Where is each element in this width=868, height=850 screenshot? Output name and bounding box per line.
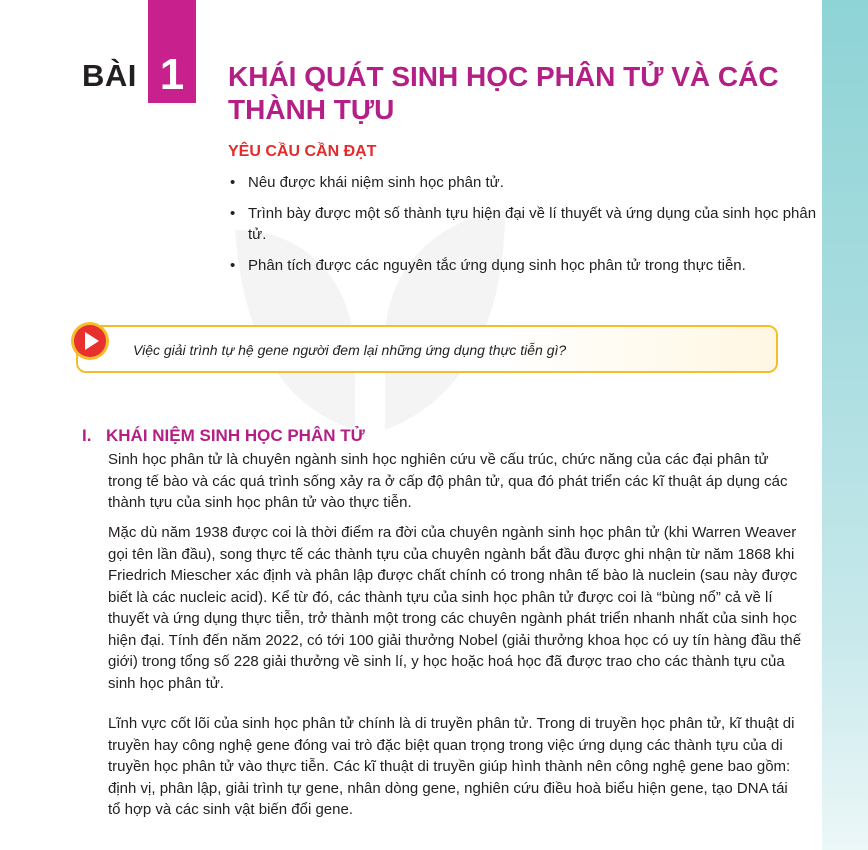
bullet-icon: • [230,257,236,274]
body-paragraph: Mặc dù năm 1938 được coi là thời điểm ra đời của chuyên ngành sinh học phân tử (khi Warren Weaver gọi tên lần đầu), song thực tế các thành tựu của chuyên ngành bắt đầu được ghi nhận từ năm 1868 khi Friedrich Miescher xác định và phân lập được chất chính có trong nhân tế bào là nuclein (sau này được biết là các nucleic acid). Kể từ đó, các thành tựu của sinh học phân tử được coi là “bùng nổ” cả về lí thuyết và ứng dụng thực tiễn, trở thành một trong các chuyên ngành phát triển nhanh nhất của sinh học hiện đại. Tính đến năm 2022, có tới 100 giải thưởng Nobel (giải thưởng khoa học có uy tín hàng đầu thế giới) trong tổng số 228 giải thưởng về sinh lí, y học hoặc hoá học đã được trao cho các thành tựu của sinh học phân tử. [108,524,802,692]
body-paragraph: Lĩnh vực cốt lõi của sinh học phân tử chính là di truyền phân tử. Trong di truyền học phân tử, kĩ thuật di truyền hay công nghệ gene đóng vai trò đặc biệt quan trọng trong việc ứng dụng các thành tựu của di truyền học phân tử vào thực tiễn. Các kĩ thuật di truyền giúp hình thành nên công nghệ gene bao gồm: định vị, phân lập, giải trình tự gene, nhân dòng gene, nghiên cứu điều hoà biểu hiện gene, tạo DNA tái tổ hợp và các sinh vật biến đổi gene. [108,715,795,818]
side-decorative-strip [822,0,868,850]
lesson-label: BÀI [82,58,137,93]
section-heading [82,426,365,446]
section-title: KHÁI NIỆM SINH HỌC PHÂN TỬ [106,426,365,445]
lesson-number: 1 [159,50,185,99]
lesson-title: KHÁI QUÁT SINH HỌC PHÂN TỬ VÀ CÁC THÀNH TỰU [228,61,779,125]
requirement-item [228,172,818,193]
requirement-item [228,255,818,276]
bullet-icon: • [230,205,236,222]
opening-question: Việc giải trình tự hệ gene người đem lại những ứng dụng thực tiễn gì? [133,342,567,358]
requirement-text: Trình bày được một số thành tựu hiện đại về lí thuyết và ứng dụng của sinh học phân tử. [248,205,817,243]
requirements-list [228,172,818,286]
requirements-heading: YÊU CẦU CẦN ĐẠT [228,143,377,160]
requirement-text: Nêu được khái niệm sinh học phân tử. [248,174,504,191]
requirement-text: Phân tích được các nguyên tắc ứng dụng sinh học phân tử trong thực tiễn. [248,257,746,274]
lesson-number-tab [148,0,196,103]
section-number: I. [82,426,92,445]
play-circle-icon[interactable] [70,321,110,361]
bullet-icon: • [230,174,236,191]
body-paragraph: Sinh học phân tử là chuyên ngành sinh học nghiên cứu về cấu trúc, chức năng của các đại phân tử trong tế bào và các quá trình sống xảy ra ở cấp độ phân tử, qua đó phát triển các kĩ thuật áp dụng các thành tựu của sinh học phân tử vào thực tiễn. [108,451,788,511]
requirement-item [228,203,818,245]
